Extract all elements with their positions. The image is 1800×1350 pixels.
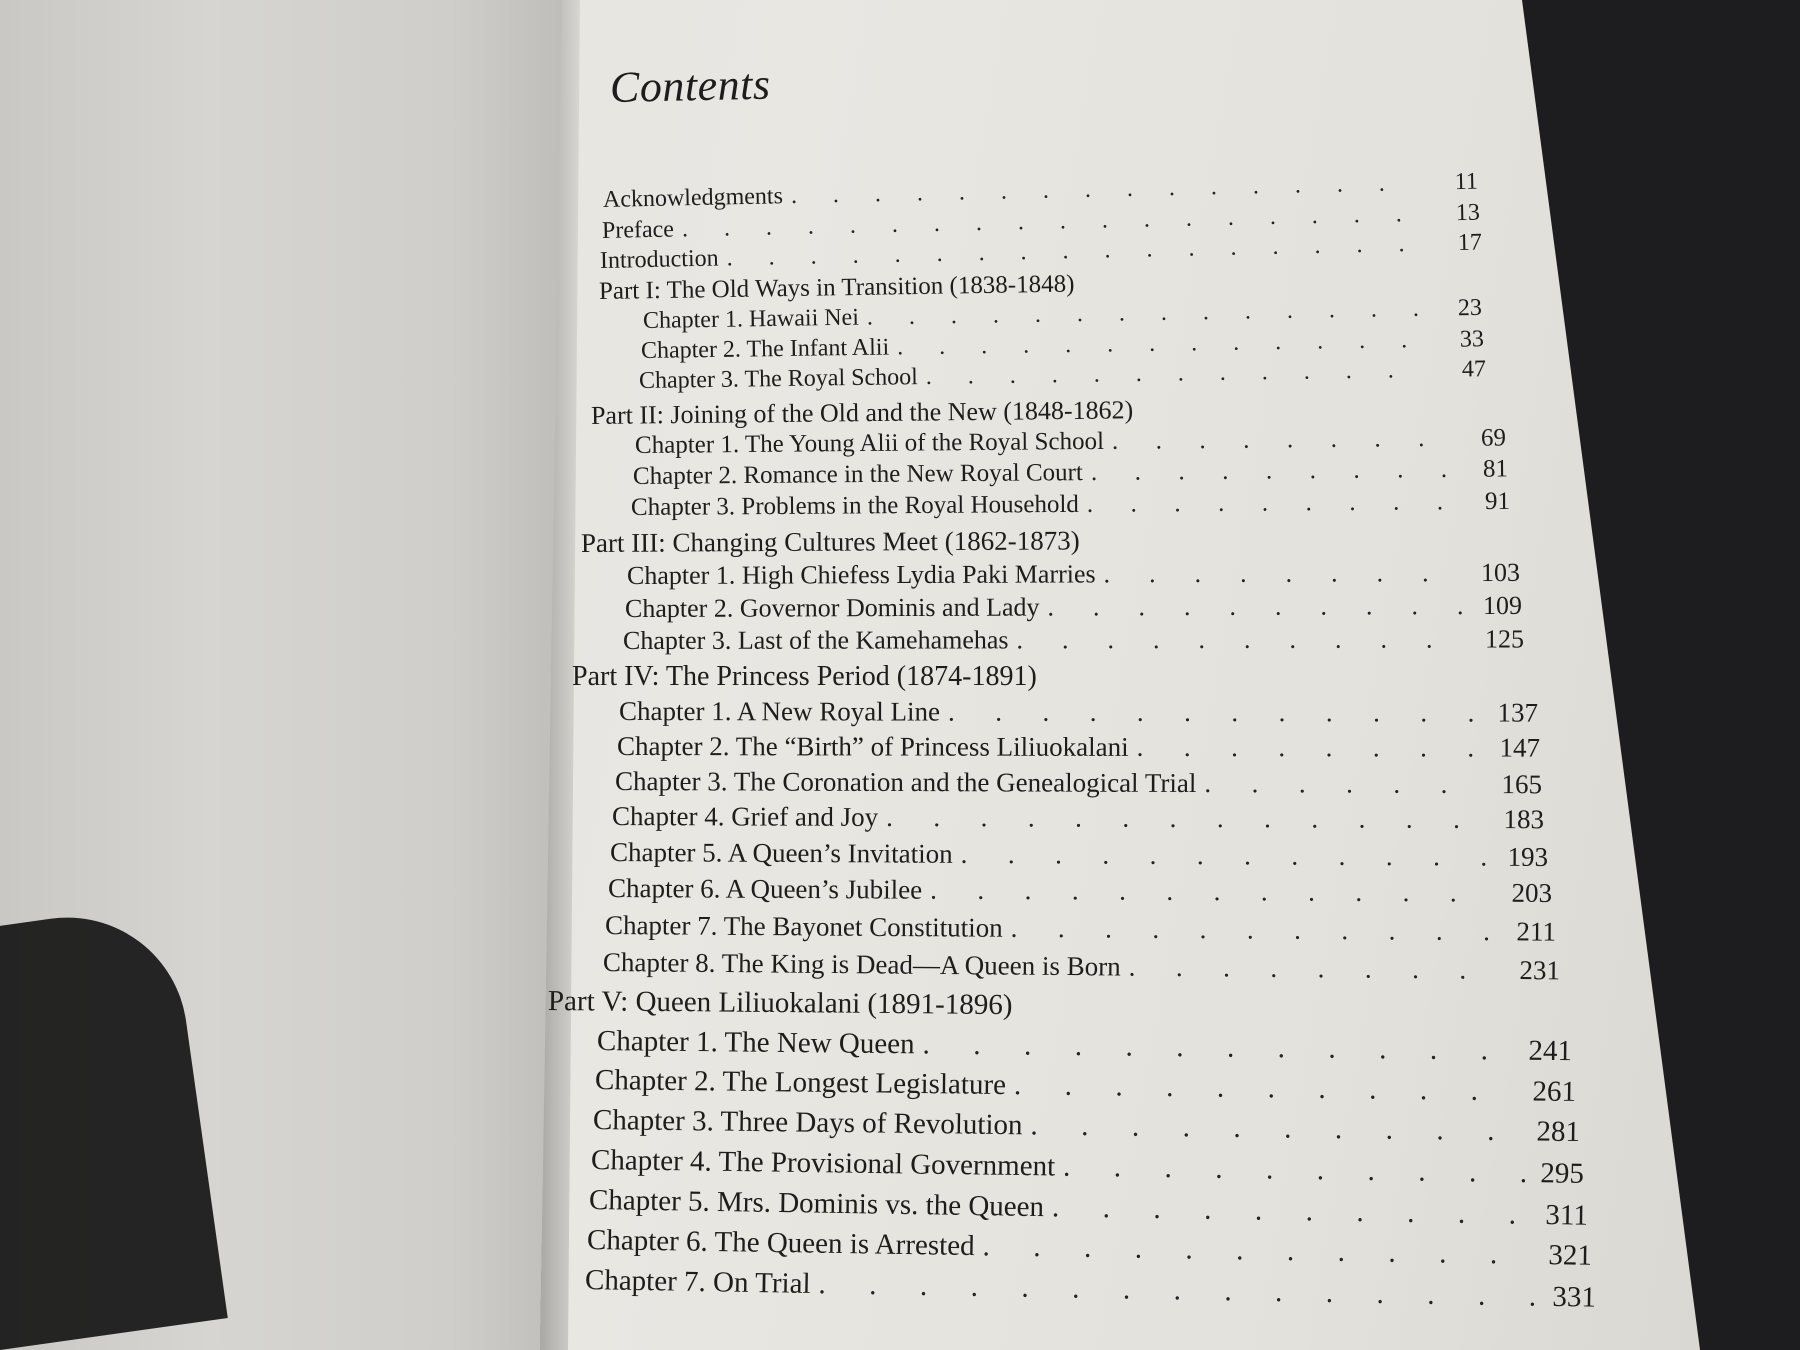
page-number: 193 [1507, 841, 1549, 872]
entry-title: Chapter 5. A Queen’s Invitation [609, 837, 953, 869]
toc-entry [587, 1224, 1592, 1273]
dot-leader [1047, 591, 1464, 622]
page-number [1075, 291, 1125, 292]
entry-title: Chapter 1. High Chiefess Lydia Paki Marries [626, 559, 1096, 590]
part-title: Part V: Queen Liliuokalani (1891-1896) [547, 985, 1013, 1022]
toc-entry [608, 873, 1552, 909]
dot-leader [1137, 732, 1482, 764]
toc-entry [623, 624, 1524, 656]
dot-leader [1091, 456, 1450, 487]
entry-title: Chapter 1. A New Royal Line [618, 696, 940, 727]
entry-title: Introduction [599, 245, 719, 274]
page-number: 103 [1480, 557, 1521, 588]
dot-leader [948, 697, 1480, 729]
toc-part-heading [548, 985, 1560, 1027]
page-number: 165 [1501, 769, 1543, 800]
entry-title: Chapter 3. Three Days of Revolution [592, 1104, 1023, 1142]
page-number: 13 [1455, 199, 1481, 227]
toc-entry [627, 558, 1520, 591]
dot-leader [1104, 558, 1462, 589]
dot-leader [1030, 1109, 1522, 1148]
page-number: 23 [1457, 294, 1483, 322]
entry-title: Chapter 3. The Royal School [638, 364, 919, 394]
page-number: 91 [1484, 487, 1511, 516]
dot-leader [926, 357, 1428, 391]
toc-entry [625, 591, 1522, 624]
entry-title: Chapter 2. Governor Dominis and Lady [624, 592, 1040, 623]
page-number: 311 [1545, 1199, 1589, 1232]
dot-leader [1129, 952, 1503, 986]
toc-entry [591, 1144, 1584, 1191]
toc-entry [635, 424, 1506, 460]
dot-leader [1052, 1191, 1530, 1232]
dot-leader [1112, 425, 1448, 456]
dot-leader [867, 296, 1424, 332]
toc-part-heading [581, 523, 1510, 559]
part-title: Part I: The Old Ways in Transition (1838-1848) [598, 270, 1075, 305]
entry-title: Acknowledgments [602, 183, 784, 213]
page-number: 17 [1457, 229, 1483, 257]
dot-leader [1087, 488, 1452, 519]
entry-title: Chapter 6. The Queen is Arrested [586, 1224, 975, 1263]
page-number: 125 [1484, 624, 1525, 654]
contents-title: Contents [609, 59, 771, 112]
toc-entry [585, 1264, 1596, 1315]
page-number [1133, 418, 1183, 419]
entry-title: Chapter 2. The “Birth” of Princess Liliuokalani [616, 731, 1129, 762]
page-number: 183 [1503, 804, 1545, 835]
entry-title: Chapter 8. The King is Dead—A Queen is Born [602, 947, 1121, 982]
page-number: 231 [1519, 954, 1561, 986]
toc-entry [603, 947, 1560, 986]
dot-leader [982, 1230, 1534, 1272]
entry-title: Chapter 1. The Young Alii of the Royal School [634, 427, 1105, 459]
entry-title: Chapter 1. Hawaii Nei [642, 304, 860, 334]
page-number: 241 [1528, 1034, 1573, 1068]
page-number: 47 [1461, 356, 1487, 383]
entry-title: Chapter 3. Problems in the Royal Household [630, 490, 1079, 521]
toc-entry [605, 910, 1556, 948]
entry-title: Chapter 4. Grief and Joy [611, 801, 879, 832]
toc-entry [610, 837, 1548, 873]
toc-entry [597, 1025, 1572, 1068]
entry-title: Chapter 6. A Queen’s Jubilee [607, 873, 923, 905]
entry-title: Chapter 2. The Infant Alii [640, 334, 890, 364]
dot-leader [1017, 625, 1467, 656]
page-number: 211 [1516, 916, 1557, 947]
entry-title: Chapter 4. The Provisional Government [590, 1144, 1056, 1183]
entry-title: Chapter 1. The New Queen [596, 1025, 915, 1061]
entry-title: Chapter 7. On Trial [584, 1264, 811, 1300]
entry-title: Chapter 5. Mrs. Dominis vs. the Queen [588, 1184, 1045, 1224]
toc-entry [589, 1184, 1588, 1233]
part-title: Part II: Joining of the Old and the New (1848-1862) [590, 395, 1134, 430]
dot-leader [1063, 1151, 1526, 1190]
toc-part-heading [572, 661, 1524, 693]
dot-leader [818, 1268, 1538, 1314]
toc-entry [612, 801, 1544, 835]
page-number: 69 [1480, 424, 1507, 452]
entry-title: Preface [601, 216, 675, 244]
part-title: Part III: Changing Cultures Meet (1862-1873) [580, 525, 1080, 558]
toc-entry [619, 696, 1538, 729]
dot-leader [961, 839, 1490, 873]
dot-leader [922, 1028, 1514, 1067]
toc-entry [617, 731, 1540, 764]
entry-title: Chapter 3. The Coronation and the Genealogical Trial [614, 766, 1197, 799]
toc-entry [593, 1104, 1580, 1149]
page-number: 261 [1532, 1075, 1577, 1108]
page-number: 147 [1499, 732, 1541, 763]
dot-leader [886, 802, 1486, 835]
page-number: 109 [1482, 590, 1523, 621]
page-number: 331 [1552, 1280, 1597, 1314]
page-number: 295 [1540, 1157, 1585, 1190]
toc-entry [633, 455, 1508, 491]
dot-leader [1204, 768, 1484, 800]
page-number: 203 [1511, 877, 1553, 908]
part-title: Part IV: The Princess Period (1874-1891) [572, 661, 1037, 692]
entry-title: Chapter 2. The Longest Legislature [594, 1064, 1007, 1102]
toc-entry [595, 1064, 1576, 1109]
toc-entry [631, 488, 1510, 522]
page-number: 11 [1454, 168, 1479, 196]
page-number: 321 [1548, 1239, 1593, 1272]
dot-leader [930, 875, 1494, 909]
page-number: 33 [1459, 326, 1485, 353]
toc-entry [615, 766, 1542, 800]
dot-leader [1011, 913, 1498, 947]
page-number: 281 [1536, 1115, 1581, 1149]
dot-leader [1014, 1069, 1518, 1108]
entry-title: Chapter 3. Last of the Kamehamehas [622, 625, 1009, 655]
page-number: 81 [1482, 455, 1509, 483]
dot-leader [897, 327, 1426, 361]
page-number: 137 [1497, 697, 1539, 728]
entry-title: Chapter 7. The Bayonet Constitution [604, 910, 1003, 943]
entry-title: Chapter 2. Romance in the New Royal Court [632, 459, 1084, 490]
